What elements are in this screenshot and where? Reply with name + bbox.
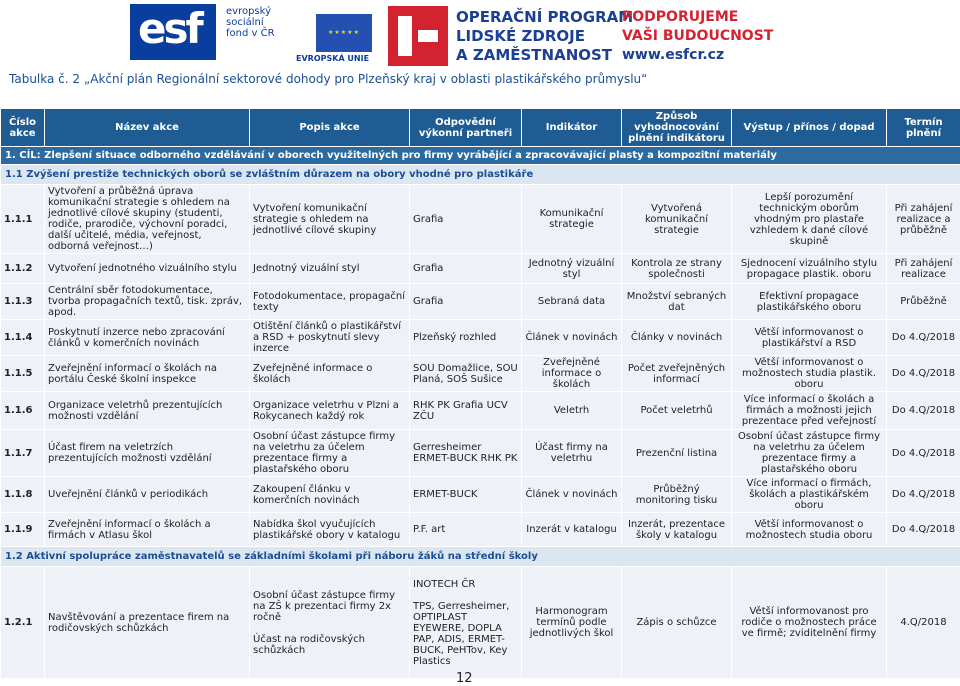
action-term: Do 4.Q/2018: [887, 513, 960, 547]
table-row: [1, 513, 960, 547]
action-evaluation-method: Průběžný monitoring tisku: [622, 477, 732, 513]
table-row: [1, 356, 960, 392]
action-term: Při zahájení realizace: [887, 254, 960, 284]
action-indicator: Účast firmy na veletrhu: [522, 430, 622, 477]
action-output: Větší informovanost o možnostech studia oboru: [732, 513, 887, 547]
action-number: 1.1.4: [1, 320, 45, 356]
action-term: Do 4.Q/2018: [887, 430, 960, 477]
action-evaluation-method: Počet zveřejněných informací: [622, 356, 732, 392]
table-row: [1, 320, 960, 356]
support-slogan: [622, 8, 773, 65]
op-logo-shape: [418, 30, 438, 42]
col-header: Výstup / přínos / dopad: [732, 109, 887, 147]
action-evaluation-method: Články v novinách: [622, 320, 732, 356]
action-number: 1.1.2: [1, 254, 45, 284]
table-header-row: [1, 109, 960, 147]
col-header: Indikátor: [522, 109, 622, 147]
action-description: Nabídka škol vyučujících plastikářské obory v katalogu: [250, 513, 410, 547]
action-term: Do 4.Q/2018: [887, 392, 960, 430]
action-description: Organizace veletrhu v Plzni a Rokycanech každý rok: [250, 392, 410, 430]
action-partners: Gerresheimer ERMET-BUCK RHK PK: [410, 430, 522, 477]
action-partners: RHK PK Grafia UCV ZČU: [410, 392, 522, 430]
website-text: www.esfcr.cz: [622, 46, 773, 65]
action-output: Více informací o školách a firmách a možnosti jejich prezentace před veřejností: [732, 392, 887, 430]
action-evaluation-method: Prezenční listina: [622, 430, 732, 477]
esf-text: [226, 6, 275, 39]
col-header: Číslo akce: [1, 109, 45, 147]
table-row: [1, 185, 960, 254]
section-row: [1, 547, 960, 567]
action-number: 1.2.1: [1, 567, 45, 679]
action-name: Organizace veletrhů prezentujících možnosti vzdělání: [45, 392, 250, 430]
goal-row: [1, 147, 960, 165]
action-output: Sjednocení vizuálního stylu propagace plastik. oboru: [732, 254, 887, 284]
action-partners: Grafia: [410, 185, 522, 254]
action-description: Osobní účast zástupce firmy na veletrhu za účelem prezentace firmy a plastařského oboru: [250, 430, 410, 477]
col-header: Odpovědní výkonní partneři: [410, 109, 522, 147]
action-description: Zveřejněné informace o školách: [250, 356, 410, 392]
op-title-line: A ZAMĚSTNANOST: [456, 46, 633, 65]
action-term: Do 4.Q/2018: [887, 356, 960, 392]
action-term: 4.Q/2018: [887, 567, 960, 679]
action-indicator: Jednotný vizuální styl: [522, 254, 622, 284]
action-indicator: Inzerát v katalogu: [522, 513, 622, 547]
action-output: Více informací o firmách, školách a plastikářském oboru: [732, 477, 887, 513]
table-row: [1, 392, 960, 430]
eu-text: EVROPSKÁ UNIE: [296, 54, 369, 63]
action-partners: Grafia: [410, 284, 522, 320]
action-partners: Plzeňský rozhled: [410, 320, 522, 356]
action-indicator: Zveřejněné informace o školách: [522, 356, 622, 392]
esf-text-line: sociální: [226, 17, 275, 28]
action-term: Při zahájení realizace a průběžně: [887, 185, 960, 254]
action-number: 1.1.8: [1, 477, 45, 513]
action-name: Uveřejnění článků v periodikách: [45, 477, 250, 513]
eu-flag-logo: [316, 14, 372, 52]
esf-letters: esf: [138, 4, 201, 53]
action-partners: SOU Domažlice, SOU Planá, SOŠ Sušice: [410, 356, 522, 392]
action-output: Efektivní propagace plastikářského oboru: [732, 284, 887, 320]
action-output: Větší informovanost o plastikářství a RSD: [732, 320, 887, 356]
action-term: Do 4.Q/2018: [887, 320, 960, 356]
table-row: [1, 284, 960, 320]
action-description: Vytvoření komunikační strategie s ohledem na jednotlivé cílové skupiny: [250, 185, 410, 254]
action-name: Vytvoření a průběžná úprava komunikační strategie s ohledem na jednotlivé cílové skupiny (studenti, rodiče, prarodiče, výchovní poradci, další učitelé, média, veřejnost, odborná veřejnost…): [45, 185, 250, 254]
action-partners: P.F. art: [410, 513, 522, 547]
action-term: Průběžně: [887, 284, 960, 320]
action-term: Do 4.Q/2018: [887, 477, 960, 513]
action-name: Vytvoření jednotného vizuálního stylu: [45, 254, 250, 284]
page-number: 12: [456, 671, 473, 686]
esf-text-line: fond v ČR: [226, 28, 275, 39]
action-indicator: Komunikační strategie: [522, 185, 622, 254]
section-row: [1, 165, 960, 185]
action-description: Otištění článků o plastikářství a RSD + poskytnutí slevy inzerce: [250, 320, 410, 356]
action-plan-table: [0, 108, 960, 679]
action-partners: INOTECH ČR TPS, Gerresheimer, OPTIPLAST EYEWERE, DOPLA PAP, ADIS, ERMET-BUCK, PeHTov, Key Plastics: [410, 567, 522, 679]
action-number: 1.1.9: [1, 513, 45, 547]
action-number: 1.1.7: [1, 430, 45, 477]
action-indicator: Článek v novinách: [522, 320, 622, 356]
action-evaluation-method: Inzerát, prezentace školy v katalogu: [622, 513, 732, 547]
action-name: Zveřejnění informací o školách na portálu České školní inspekce: [45, 356, 250, 392]
action-description: Jednotný vizuální styl: [250, 254, 410, 284]
goal-title: 1. CÍL: Zlepšení situace odborného vzdělávání v oborech využitelných pro firmy vyrábějící a zpracovávající plasty a kompozitní materiály: [1, 147, 960, 165]
action-evaluation-method: Množství sebraných dat: [622, 284, 732, 320]
action-indicator: Harmonogram termínů podle jednotlivých škol: [522, 567, 622, 679]
section-title: 1.1 Zvýšení prestiže technických oborů se zvláštním důrazem na obory vhodné pro plastikáře: [1, 165, 960, 185]
action-partners: ERMET-BUCK: [410, 477, 522, 513]
action-name: Centrální sběr fotodokumentace, tvorba propagačních textů, tisk. zpráv, apod.: [45, 284, 250, 320]
action-output: Větší informovanost pro rodiče o možnostech práce ve firmě; zviditelnění firmy: [732, 567, 887, 679]
col-header: Způsob vyhodnocování plnění indikátoru: [622, 109, 732, 147]
action-number: 1.1.6: [1, 392, 45, 430]
action-indicator: Sebraná data: [522, 284, 622, 320]
action-evaluation-method: Vytvořená komunikační strategie: [622, 185, 732, 254]
section-title: 1.2 Aktivní spolupráce zaměstnavatelů se základními školami při náboru žáků na střední školy: [1, 547, 960, 567]
op-logo-shape: [398, 16, 412, 56]
action-output: Větší informovanost o možnostech studia plastik. oboru: [732, 356, 887, 392]
table-row: [1, 254, 960, 284]
support-line: PODPORUJEME: [622, 8, 773, 27]
table-caption: Tabulka č. 2 „Akční plán Regionální sektorové dohody pro Plzeňský kraj v oblasti plastikářského průmyslu“: [9, 72, 647, 86]
action-evaluation-method: Kontrola ze strany společnosti: [622, 254, 732, 284]
action-name: Účast firem na veletrzích prezentujících možnosti vzdělání: [45, 430, 250, 477]
action-partners: Grafia: [410, 254, 522, 284]
action-description: Fotodokumentace, propagační texty: [250, 284, 410, 320]
table-row: [1, 567, 960, 679]
action-number: 1.1.1: [1, 185, 45, 254]
action-description: Zakoupení článku v komerčních novinách: [250, 477, 410, 513]
esf-text-line: evropský: [226, 6, 275, 17]
op-title: [456, 8, 633, 65]
support-line: VAŠI BUDOUCNOST: [622, 27, 773, 46]
action-name: Navštěvování a prezentace firem na rodičovských schůzkách: [45, 567, 250, 679]
eu-stars-icon: ★★★★★: [316, 14, 372, 52]
action-name: Zveřejnění informací o školách a firmách v Atlasu škol: [45, 513, 250, 547]
esf-logo: [130, 4, 216, 60]
action-name: Poskytnutí inzerce nebo zpracování článků v komerčních novinách: [45, 320, 250, 356]
op-title-line: OPERAČNÍ PROGRAM: [456, 8, 633, 27]
action-number: 1.1.3: [1, 284, 45, 320]
action-output: Lepší porozumění technickým oborům vhodným pro plastaře vzhledem k dané cílové skupině: [732, 185, 887, 254]
logo-bar: [0, 0, 960, 70]
op-title-line: LIDSKÉ ZDROJE: [456, 27, 633, 46]
table-row: [1, 477, 960, 513]
col-header: Termín plnění: [887, 109, 960, 147]
col-header: Název akce: [45, 109, 250, 147]
action-indicator: Článek v novinách: [522, 477, 622, 513]
action-evaluation-method: Počet veletrhů: [622, 392, 732, 430]
action-indicator: Veletrh: [522, 392, 622, 430]
action-evaluation-method: Zápis o schůzce: [622, 567, 732, 679]
table-row: [1, 430, 960, 477]
action-output: Osobní účast zástupce firmy na veletrhu za účelem prezentace firmy a plastařského oboru: [732, 430, 887, 477]
col-header: Popis akce: [250, 109, 410, 147]
action-description: Osobní účast zástupce firmy na ZŠ k prezentaci firmy 2x ročně Účast na rodičovských schůzkách: [250, 567, 410, 679]
op-lzz-logo: [388, 6, 448, 66]
action-number: 1.1.5: [1, 356, 45, 392]
